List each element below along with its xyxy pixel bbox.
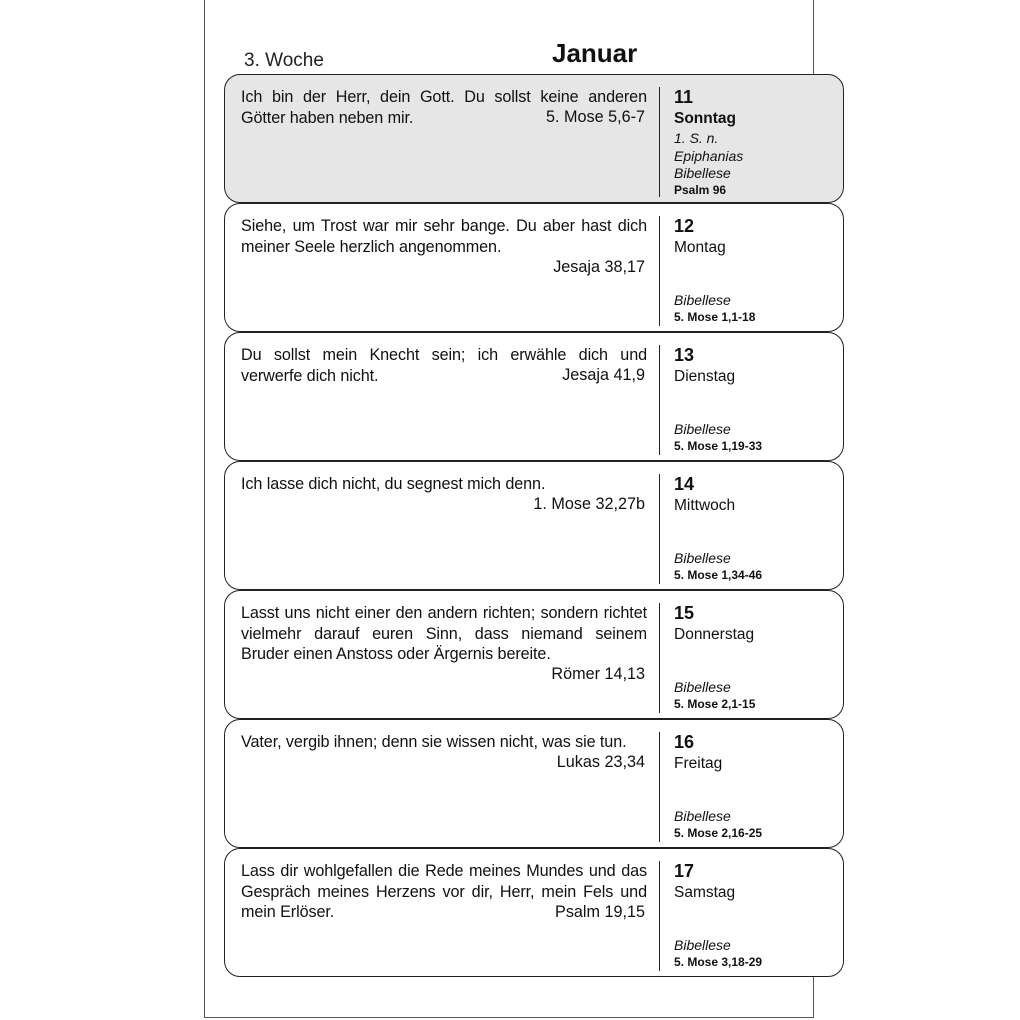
bible-reading-ref: 5. Mose 3,18-29: [674, 955, 763, 969]
weekday-name: Dienstag: [674, 368, 736, 385]
bible-reading-ref: 5. Mose 1,34-46: [674, 568, 763, 582]
verse-text: Siehe, um Trost war mir sehr bange. Du aber hast dich meiner Seele herzlich angenommen.: [241, 217, 647, 256]
day-number: 13: [674, 345, 695, 365]
bible-reading-label: Bibellese: [674, 679, 731, 695]
weekday-name: Mittwoch: [674, 497, 736, 514]
divider: [659, 603, 660, 713]
bible-reading-ref: 5. Mose 1,19-33: [674, 439, 763, 453]
bible-reading-label: Bibellese: [674, 808, 731, 824]
verse-text: Lasst uns nicht einer den andern richten; sondern richtet vielmehr darauf euren Sinn, dass niemand seinem Bruder einen Anstoss oder Ärgernis bereite.: [241, 604, 647, 663]
day-row-13: [224, 332, 844, 461]
day-number: 16: [674, 732, 695, 752]
bible-reading-label: Bibellese: [674, 421, 731, 437]
verse-reference: Jesaja 41,9: [562, 366, 645, 384]
verse-reference: 1. Mose 32,27b: [533, 495, 645, 513]
day-number: 14: [674, 474, 695, 494]
day-row-16: [224, 719, 844, 848]
day-row-11: [224, 74, 844, 203]
bible-reading-ref: 5. Mose 1,1-18: [674, 310, 756, 324]
liturgical-note-line: 1. S. n.: [674, 130, 719, 146]
liturgical-note-line: Epiphanias: [674, 148, 744, 164]
day-number: 17: [674, 861, 695, 881]
liturgical-note: [674, 129, 743, 165]
weekday-name: Donnerstag: [674, 626, 755, 643]
divider: [659, 474, 660, 584]
verse-reference: Lukas 23,34: [556, 753, 645, 771]
verse-text: Du sollst mein Knecht sein; ich erwähle dich und verwerfe dich nicht.: [241, 346, 647, 385]
weekday-name: Freitag: [674, 755, 723, 772]
verse-reference: Psalm 19,15: [555, 903, 645, 921]
verse-text: Lass dir wohlgefallen die Rede meines Mundes und das Gespräch meines Herzens vor dir, Herr, mein Fels und mein Erlöser.: [241, 862, 647, 921]
day-row-15: [224, 590, 844, 719]
bible-reading-label: Bibellese: [674, 165, 731, 181]
day-row-17: [224, 848, 844, 977]
bible-reading-label: Bibellese: [674, 550, 731, 566]
verse-text: Ich bin der Herr, dein Gott. Du sollst keine anderen Götter haben neben mir.: [241, 88, 647, 127]
weekday-name: Montag: [674, 239, 726, 256]
day-number: 15: [674, 603, 695, 623]
divider: [659, 732, 660, 842]
bible-reading-label: Bibellese: [674, 292, 731, 308]
verse-reference: Jesaja 38,17: [553, 258, 645, 276]
bible-reading-label: Bibellese: [674, 937, 731, 953]
verse-reference: Römer 14,13: [551, 665, 645, 683]
divider: [659, 345, 660, 455]
day-number: 11: [674, 87, 694, 107]
divider: [659, 87, 660, 197]
weekday-name: Sonntag: [674, 110, 736, 127]
bible-reading-ref: Psalm 96: [674, 183, 727, 197]
week-label: 3. Woche: [244, 50, 324, 71]
bible-reading-ref: 5. Mose 2,1-15: [674, 697, 756, 711]
verse-text: Ich lasse dich nicht, du segnest mich denn.: [241, 475, 546, 493]
bible-reading-ref: 5. Mose 2,16-25: [674, 826, 763, 840]
divider: [659, 861, 660, 971]
day-row-14: [224, 461, 844, 590]
day-row-12: [224, 203, 844, 332]
day-number: 12: [674, 216, 695, 236]
verse-text: Vater, vergib ihnen; denn sie wissen nicht, was sie tun.: [241, 733, 627, 751]
month-title: Januar: [552, 38, 638, 68]
verse-reference: 5. Mose 5,6-7: [546, 108, 645, 126]
weekday-name: Samstag: [674, 884, 736, 901]
divider: [659, 216, 660, 326]
